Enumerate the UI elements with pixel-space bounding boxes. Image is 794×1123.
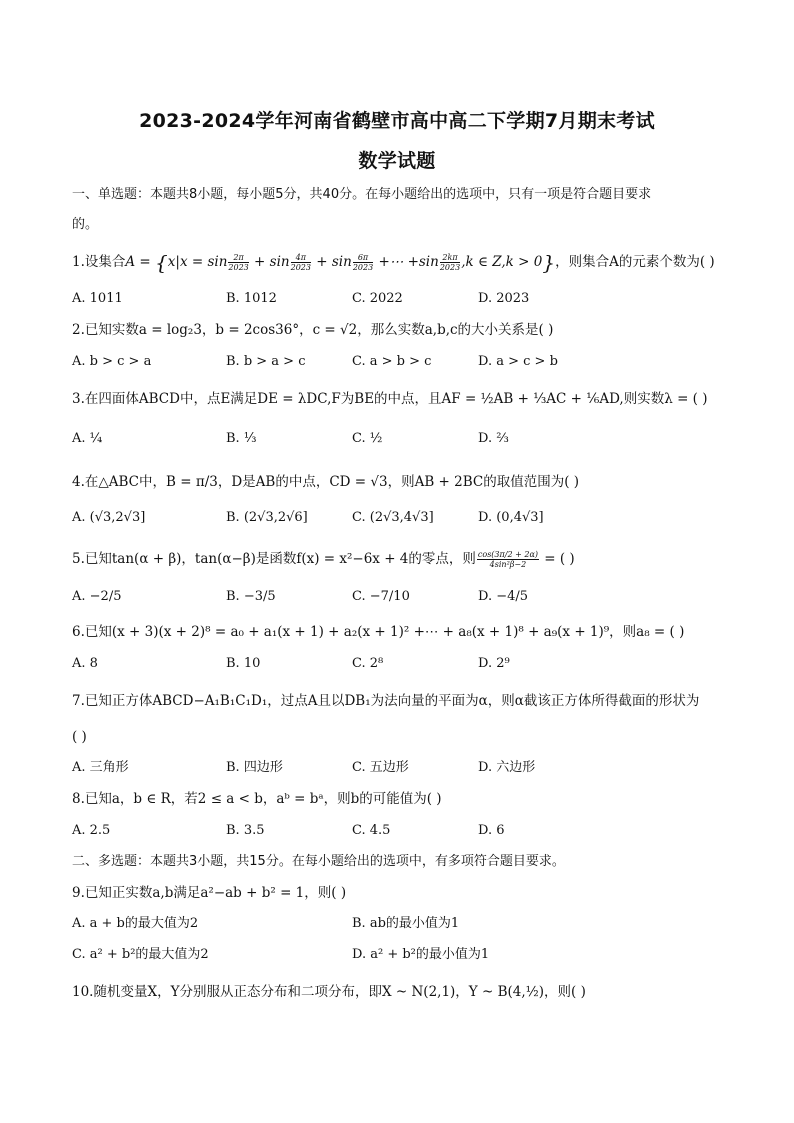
q5-option-b: B. −3/5 <box>226 589 276 604</box>
q1-option-a: A. 1011 <box>72 291 123 306</box>
q7-option-c: C. 五边形 <box>352 760 409 775</box>
question-2: 2.已知实数a = log₂3，b = 2cos36°，c = √2，那么实数a,b,c的大小关系是( ) <box>72 322 554 338</box>
q3-option-b: B. ⅓ <box>226 431 257 446</box>
question-5-fraction: $\frac{\cos(3\pi/2 + 2\alpha)}{\text{4sin²β−2}}$ <box>477 550 538 569</box>
q3-option-c: C. ½ <box>352 431 383 446</box>
q5-option-d: D. −4/5 <box>478 589 529 604</box>
q4-option-a: A. (√3,2√3] <box>72 510 146 525</box>
q4-option-d: D. (0,4√3] <box>478 510 544 525</box>
section-2-heading: 二、多选题：本题共3小题，共15分。在每小题给出的选项中，有多项符合题目要求。 <box>72 854 565 869</box>
section-1-heading-cont: 的。 <box>72 217 99 232</box>
q2-option-a: A. b > c > a <box>72 354 152 369</box>
q1-option-c: C. 2022 <box>352 291 403 306</box>
q8-option-a: A. 2.5 <box>72 823 111 838</box>
question-4: 4.在△ABC中，B = π/3，D是AB的中点，CD = √3，则AB + 2BC的取值范围为( ) <box>72 474 580 490</box>
q2-option-b: B. b > a > c <box>226 354 306 369</box>
q9-option-d: D. a² + b²的最小值为1 <box>352 947 490 962</box>
question-10: 10.随机变量X，Y分别服从正态分布和二项分布，即X ~ N(2,1)，Y ~ B(4,½)，则( ) <box>72 984 586 1000</box>
q7-option-a: A. 三角形 <box>72 760 129 775</box>
q6-option-d: D. 2⁹ <box>478 656 510 671</box>
question-6: 6.已知(x + 3)(x + 2)⁸ = a₀ + a₁(x + 1) + a₂(x + 1)² +⋯ + a₈(x + 1)⁸ + a₉(x + 1)⁹，则a₈ = ( ) <box>72 624 685 640</box>
q1-option-d: D. 2023 <box>478 291 530 306</box>
q6-option-b: B. 10 <box>226 656 261 671</box>
q3-option-a: A. ¼ <box>72 431 103 446</box>
q2-option-d: D. a > c > b <box>478 354 558 369</box>
q5-option-c: C. −7/10 <box>352 589 410 604</box>
question-9: 9.已知正实数a,b满足a²−ab + b² = 1，则( ) <box>72 885 347 901</box>
q1-option-b: B. 1012 <box>226 291 277 306</box>
question-1 <box>72 252 715 273</box>
q9-option-b: B. ab的最小值为1 <box>352 916 460 931</box>
page-subtitle: 数学试题 <box>358 150 436 172</box>
q7-option-d: D. 六边形 <box>478 760 536 775</box>
question-5-prefix: 5.已知tan(α + β)，tan(α−β)是函数f(x) = x²−6x + 4的零点，则 <box>72 551 476 567</box>
page-title: 2023-2024学年河南省鹤壁市高中高二下学期7月期末考试 <box>139 110 655 132</box>
question-1-prefix: 1.设集合 <box>72 254 126 270</box>
q6-option-a: A. 8 <box>72 656 98 671</box>
q8-option-b: B. 3.5 <box>226 823 265 838</box>
question-1-formula: A = {x|x = sin $\frac{2\pi}{2023}$ + sin $\frac{4\pi}{2023}$ + sin $\frac{6\pi}{2023}$ +⋯ +sin $\frac{2k\pi}{2023}$ ,k ∈ Z,k > 0} <box>125 250 556 275</box>
question-8: 8.已知a，b ∈ R，若2 ≤ a < b，aᵇ = bᵃ，则b的可能值为( ) <box>72 791 442 807</box>
question-5-suffix: = ( ) <box>539 551 575 567</box>
q3-option-d: D. ⅔ <box>478 431 509 446</box>
question-1-suffix: ，则集合A的元素个数为( ) <box>555 254 715 270</box>
q7-option-b: B. 四边形 <box>226 760 283 775</box>
question-3: 3.在四面体ABCD中，点E满足DE = λDC,F为BE的中点，且AF = ½AB + ⅓AC + ⅙AD,则实数λ = ( ) <box>72 391 708 407</box>
section-1-heading: 一、单选题：本题共8小题，每小题5分，共40分。在每小题给出的选项中，只有一项是符合题目要求 <box>72 187 652 202</box>
q4-option-c: C. (2√3,4√3] <box>352 510 434 525</box>
q4-option-b: B. (2√3,2√6] <box>226 510 308 525</box>
question-7: 7.已知正方体ABCD−A₁B₁C₁D₁，过点A且以DB₁为法向量的平面为α，则α截该正方体所得截面的形状为 <box>72 693 700 709</box>
q2-option-c: C. a > b > c <box>352 354 432 369</box>
q6-option-c: C. 2⁸ <box>352 656 384 671</box>
q9-option-a: A. a + b的最大值为2 <box>72 916 199 931</box>
q9-option-c: C. a² + b²的最大值为2 <box>72 947 209 962</box>
q8-option-d: D. 6 <box>478 823 505 838</box>
q5-option-a: A. −2/5 <box>72 589 122 604</box>
q8-option-c: C. 4.5 <box>352 823 391 838</box>
question-7-cont: ( ) <box>72 729 87 745</box>
question-5 <box>72 549 575 569</box>
